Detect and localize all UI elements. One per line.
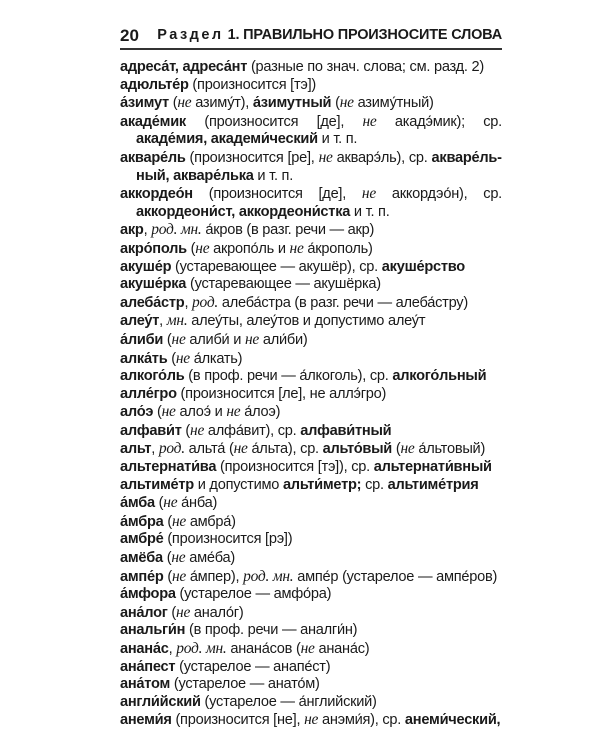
headword: анальги́н: [120, 622, 186, 639]
headword: алфави́т: [120, 422, 182, 439]
entry-text: а́лкать): [189, 350, 243, 367]
dictionary-entry: [120, 386, 502, 404]
dictionary-entry: [120, 368, 502, 386]
dictionary-entry: [120, 77, 502, 95]
headword: а́мба: [120, 495, 155, 512]
entry-text: (: [153, 404, 162, 421]
entry-text: аме́ба): [185, 550, 235, 567]
dictionary-entry: [120, 422, 502, 441]
grammar-note: не: [226, 403, 241, 421]
headword: алкого́ль: [120, 368, 185, 385]
entry-text: ампе́р (устарелое — ампе́ров): [293, 568, 498, 585]
headword: альтиме́трия: [387, 476, 479, 493]
headword: а́либи: [120, 331, 164, 348]
entry-text: (разные по знач. слова; см. разд. 2): [247, 59, 485, 75]
entry-text: (: [163, 568, 172, 585]
section-title: [157, 27, 502, 43]
grammar-note: не: [300, 640, 315, 657]
entry-text: (устарелое — анапе́ст): [175, 658, 331, 675]
entry-text: а́лоэ): [240, 404, 281, 421]
entry-text: алеу́ты, алеу́тов и допустимо алеу́т: [187, 313, 426, 330]
dictionary-entry: [120, 531, 502, 549]
entry-text: и т. п.: [317, 131, 358, 148]
grammar-note: не: [190, 421, 205, 439]
headword: ана́том: [120, 676, 171, 693]
grammar-note: не: [244, 330, 260, 348]
dictionary-entry: [120, 494, 502, 513]
dictionary-entry: [120, 276, 502, 294]
headword: а́зимутный: [252, 95, 332, 112]
grammar-note: мн.: [166, 312, 188, 330]
entry-text: (в проф. речи — аналги́н): [185, 622, 358, 639]
dictionary-entry: [120, 331, 502, 350]
dictionary-entry: [120, 459, 502, 477]
dictionary-entries: [120, 59, 502, 730]
entry-text: (: [167, 604, 177, 621]
entry-text: ,: [159, 313, 167, 330]
dictionary-entry: [120, 59, 502, 77]
headword: аккордеони́ст, аккордеони́стка: [136, 203, 351, 220]
entry-text: (устаревающее — акушёр), ср.: [171, 258, 382, 275]
dictionary-entry: [120, 586, 502, 604]
dictionary-entry: [120, 640, 502, 659]
entry-text: а́нба): [177, 495, 218, 512]
entry-text: алфа́вит), ср.: [204, 422, 301, 439]
entry-text: анэми́я), ср.: [318, 712, 405, 729]
grammar-note: не: [362, 112, 377, 130]
grammar-note: не: [289, 239, 304, 257]
entry-text: (произносится [де],: [192, 186, 362, 203]
entry-text: анана́с): [314, 641, 370, 657]
headword: ана́лог: [120, 604, 168, 621]
entry-text: азиму́т),: [191, 95, 253, 112]
dictionary-entry: [120, 403, 502, 422]
entry-text: альта́ (: [184, 441, 234, 458]
dictionary-entry: [120, 185, 502, 221]
dictionary-entry: [120, 350, 502, 369]
grammar-note: не: [233, 440, 248, 458]
entry-text: (произносится [тэ]), ср.: [216, 459, 374, 476]
dictionary-entry: [120, 676, 502, 694]
headword: акваре́льный, акваре́лька: [136, 149, 503, 184]
headword: ампе́р: [120, 568, 164, 585]
headword: альто́вый: [322, 441, 393, 458]
dictionary-entry: [120, 312, 502, 331]
headword: адюльте́р: [120, 76, 189, 93]
headword: алеба́стр: [120, 294, 185, 311]
grammar-note: род.: [192, 293, 219, 311]
entry-text: ср.: [361, 476, 388, 493]
grammar-note: не: [400, 440, 415, 458]
entry-text: (устарелое — а́нглийский): [200, 693, 377, 710]
section-word: Раздел: [157, 27, 224, 43]
headword: акуше́р: [120, 258, 172, 275]
headword: анана́с: [120, 641, 169, 657]
headword: акр: [120, 222, 144, 239]
dictionary-entry: [120, 622, 502, 640]
entry-text: (: [154, 495, 164, 512]
headword: алка́ть: [120, 350, 168, 367]
entry-text: (устарелое — анато́м): [170, 676, 320, 693]
headword: акуше́рство: [381, 258, 465, 275]
grammar-note: не: [175, 349, 190, 367]
grammar-note: не: [304, 711, 319, 729]
entry-text: (: [168, 95, 178, 112]
entry-text: (произносится [ре],: [185, 149, 319, 166]
entry-text: анало́г): [190, 604, 244, 621]
dictionary-entry: [120, 477, 502, 495]
headword: ало́э: [120, 404, 154, 421]
grammar-note: не: [361, 185, 376, 203]
entry-text: (: [331, 95, 340, 112]
entry-text: алоэ́ и: [175, 404, 227, 421]
dictionary-entry: [120, 694, 502, 712]
grammar-note: не: [171, 549, 186, 567]
headword: а́мбра: [120, 513, 164, 530]
entry-text: (произносится [тэ]): [188, 76, 317, 93]
headword: а́мфора: [120, 586, 176, 603]
dictionary-entry: [120, 294, 502, 313]
entry-text: амбра́): [186, 513, 236, 530]
dictionary-entry: [120, 659, 502, 677]
dictionary-entry: [120, 259, 502, 277]
section-name: 1. ПРАВИЛЬНО ПРОИЗНОСИТЕ СЛОВА: [227, 27, 502, 43]
headword: алкого́льный: [392, 368, 487, 385]
grammar-note: не: [176, 603, 191, 621]
headword: акуше́рка: [120, 276, 187, 293]
entry-text: азиму́тный): [353, 95, 434, 112]
headword: альтернати́вный: [373, 459, 492, 476]
headword: акро́поль: [120, 240, 187, 257]
headword: алфави́тный: [300, 422, 392, 439]
entry-text: (: [163, 513, 172, 530]
entry-text: (: [163, 331, 172, 348]
grammar-note: род. мн.: [176, 640, 227, 657]
headword: ана́пест: [120, 658, 176, 675]
headword: амёба: [120, 550, 163, 567]
entry-text: акропо́ль и: [209, 240, 290, 257]
entry-text: а́льта), ср.: [247, 441, 323, 458]
entry-text: и допустимо: [193, 476, 283, 493]
headword: анеми́ческий,: [404, 712, 501, 729]
grammar-note: не: [195, 239, 210, 257]
grammar-note: род.: [158, 440, 185, 458]
dictionary-entry: [120, 94, 502, 113]
entry-text: ,: [184, 294, 193, 311]
dictionary-entry: [120, 149, 502, 185]
dictionary-entry: [120, 240, 502, 259]
entry-text: (произносится [рэ]): [163, 531, 293, 548]
entry-text: (: [181, 422, 191, 439]
grammar-note: род. мн.: [243, 567, 294, 585]
grammar-note: род. мн.: [151, 221, 202, 239]
headword: аккордео́н: [120, 186, 193, 203]
dictionary-entry: [120, 604, 502, 623]
grammar-note: не: [318, 148, 333, 166]
running-header: [120, 26, 502, 50]
entry-text: (: [167, 350, 176, 367]
headword: англи́йский: [120, 693, 201, 710]
headword: альт: [120, 441, 152, 458]
entry-text: а́крополь): [303, 240, 373, 257]
entry-text: (: [162, 550, 172, 567]
dictionary-entry: [120, 221, 502, 240]
headword: а́зимут: [120, 95, 169, 112]
dictionary-entry: [120, 513, 502, 532]
entry-text: и т. п.: [253, 167, 294, 184]
entry-text: аккордэо́н), ср.: [375, 186, 502, 203]
entry-text: алеба́стра (в разг. речи — алеба́стру): [218, 294, 468, 311]
entry-text: и т. п.: [350, 203, 390, 220]
entry-text: (произносится [де],: [186, 113, 363, 130]
entry-text: (произносится [не],: [171, 712, 305, 729]
entry-text: анана́сов (: [226, 641, 301, 657]
dictionary-entry: [120, 568, 502, 587]
entry-text: а́кров (в разг. речи — акр): [201, 222, 375, 239]
dictionary-entry: [120, 113, 502, 149]
grammar-note: не: [161, 403, 176, 421]
entry-text: алиби́ и: [185, 331, 245, 348]
grammar-note: не: [177, 94, 192, 112]
headword: алле́гро: [120, 385, 177, 402]
grammar-note: не: [171, 330, 186, 348]
entry-text: а́льтовый): [414, 441, 486, 458]
headword: акаде́мик: [120, 113, 186, 130]
headword: анеми́я: [120, 712, 172, 729]
entry-text: (произносится [ле], не аллэ́гро): [176, 385, 387, 402]
dictionary-entry: [120, 711, 502, 730]
entry-text: ,: [143, 222, 152, 239]
entry-text: ,: [151, 441, 159, 458]
entry-text: али́би): [259, 331, 308, 348]
entry-text: (: [186, 240, 196, 257]
entry-text: акадэ́мик); ср.: [376, 113, 502, 130]
headword: акаде́мия, академи́ческий: [136, 131, 318, 148]
entry-text: (: [392, 441, 401, 458]
entry-text: а́мпер),: [186, 568, 244, 585]
grammar-note: не: [339, 94, 354, 112]
entry-text: (устаревающее — акушёрка): [186, 276, 381, 293]
headword: адреса́т, адреса́нт: [120, 59, 248, 75]
grammar-note: не: [163, 494, 178, 512]
headword: акваре́ль: [120, 149, 186, 166]
dictionary-entry: [120, 549, 502, 568]
entry-text: акварэ́ль), ср.: [332, 149, 432, 166]
entry-text: (устарелое — амфо́ра): [175, 586, 332, 603]
headword: амбре́: [120, 531, 164, 548]
entry-text: ,: [168, 641, 177, 657]
headword: алеу́т: [120, 313, 160, 330]
headword: альтиме́тр: [120, 476, 194, 493]
dictionary-entry: [120, 440, 502, 459]
headword: альтернати́ва: [120, 459, 217, 476]
page-number: 20: [120, 26, 139, 45]
grammar-note: не: [171, 512, 187, 530]
entry-text: (в проф. речи — а́лкоголь), ср.: [184, 368, 393, 385]
grammar-note: не: [171, 567, 187, 585]
headword: альти́метр;: [282, 476, 362, 493]
